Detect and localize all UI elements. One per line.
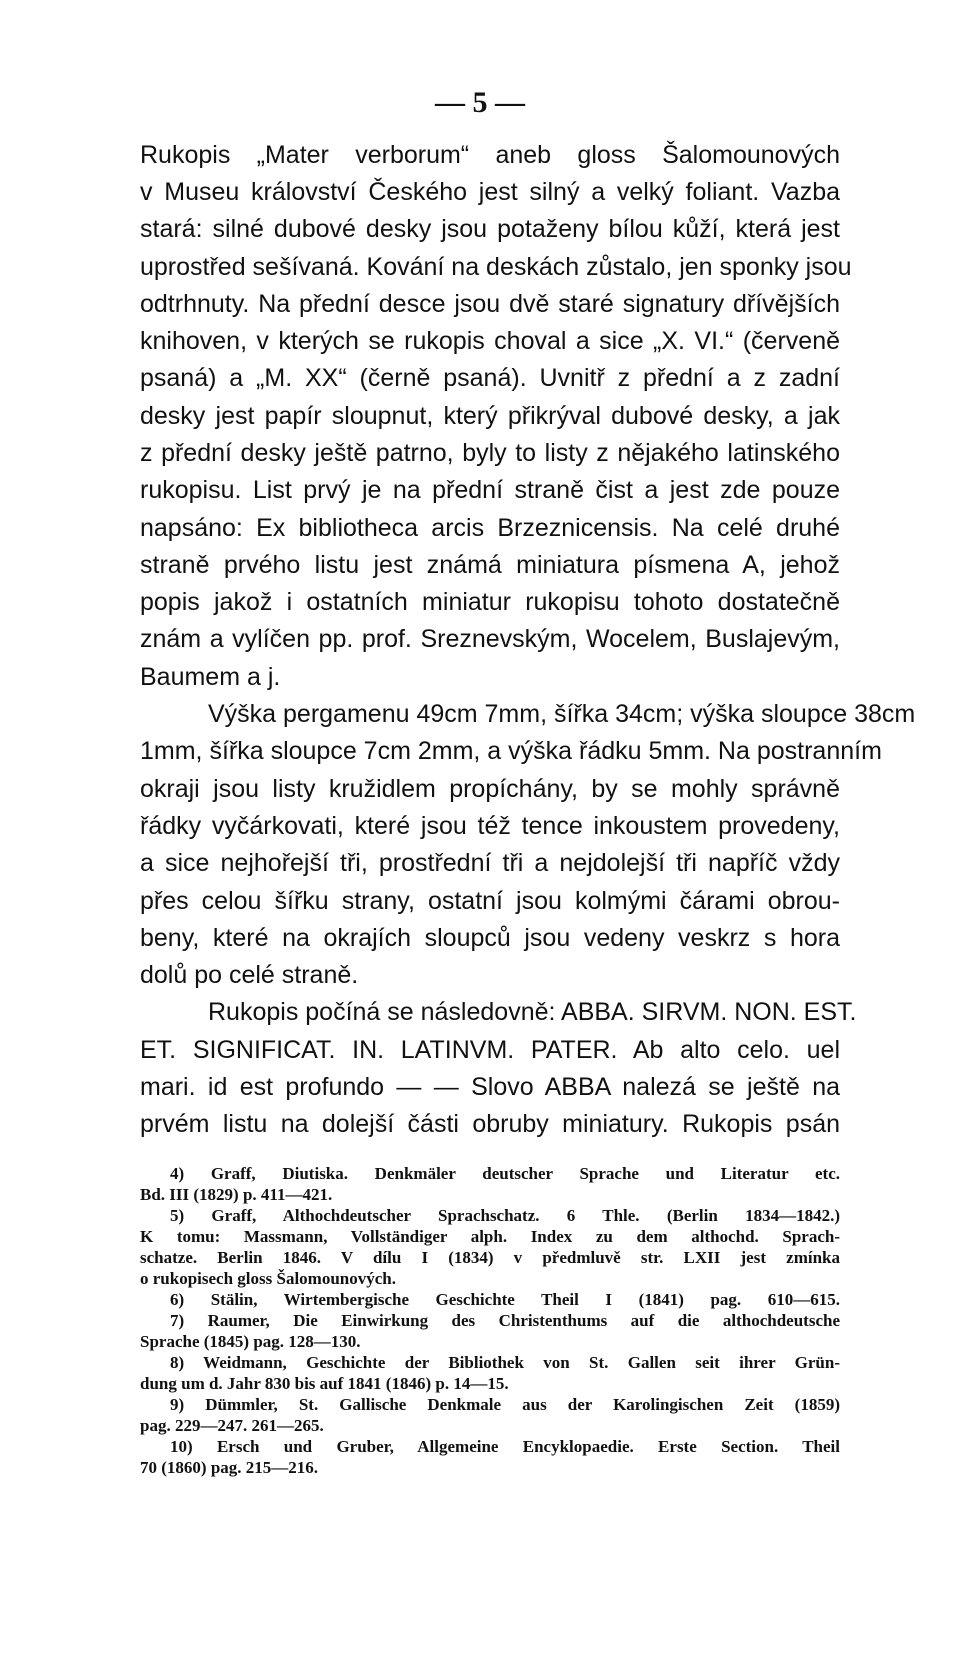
body-line: v Museu království Českého jest silný a velký foliant. Vazba <box>140 178 840 206</box>
footnote-line: 4) Graff, Diutiska. Denkmäler deutscher Sprache und Literatur etc. <box>170 1164 840 1183</box>
body-line: napsáno: Ex bibliotheca arcis Brzeznicensis. Na celé druhé <box>140 514 840 542</box>
footnote-line: 10) Ersch und Gruber, Allgemeine Encyklopaedie. Erste Section. Theil <box>170 1437 840 1456</box>
footnote-line: 5) Graff, Althochdeutscher Sprachschatz. 6 Thle. (Berlin 1834—1842.) <box>170 1206 840 1225</box>
body-line: z přední desky ještě patrno, byly to listy z nějakého latinského <box>140 439 840 467</box>
footnote-line: 8) Weidmann, Geschichte der Bibliothek von St. Gallen seit ihrer Grün- <box>170 1353 840 1372</box>
body-line: mari. id est profundo — — Slovo ABBA nalezá se ještě na <box>140 1073 840 1101</box>
body-line: odtrhnuty. Na přední desce jsou dvě staré signatury dřívějších <box>140 290 840 318</box>
footnote-line: pag. 229—247. 261—265. <box>140 1416 324 1435</box>
body-line: znám a vylíčen pp. prof. Sreznevským, Wocelem, Buslajevým, <box>140 625 840 653</box>
footnote-line: o rukopisech gloss Šalomounových. <box>140 1269 396 1288</box>
body-line: dolů po celé straně. <box>140 961 359 989</box>
footnote-line: Bd. III (1829) p. 411—421. <box>140 1185 333 1204</box>
footnote-line: 6) Stälin, Wirtembergische Geschichte Theil I (1841) pag. 610—615. <box>170 1290 840 1309</box>
body-line: ET. SIGNIFICAT. IN. LATINVM. PATER. Ab alto celo. uel <box>140 1036 840 1064</box>
body-line: knihoven, v kterých se rukopis choval a sice „X. VI.“ (červeně <box>140 327 840 355</box>
footnote-line: 7) Raumer, Die Einwirkung des Christenthums auf die althochdeutsche <box>170 1311 840 1330</box>
body-line: rukopisu. List prvý je na přední straně čist a jest zde pouze <box>140 476 840 504</box>
body-line: Rukopis počíná se následovně: ABBA. SIRVM. NON. EST. <box>208 998 857 1026</box>
body-line: okraji jsou listy kružidlem propíchány, by se mohly správně <box>140 775 840 803</box>
footnote-line: dung um d. Jahr 830 bis auf 1841 (1846) p. 14—15. <box>140 1374 509 1393</box>
body-line: Baumem a j. <box>140 663 281 691</box>
body-line: psaná) a „M. XX“ (černě psaná). Uvnitř z přední a z zadní <box>140 364 840 392</box>
body-line: Rukopis „Mater verborum“ aneb gloss Šalomounových <box>140 141 840 169</box>
body-line: straně prvého listu jest známá miniatura písmena A, jehož <box>140 551 840 579</box>
page-number: — 5 — <box>435 86 525 119</box>
body-line: uprostřed sešívaná. Kování na deskách zůstalo, jen sponky jsou <box>140 253 852 281</box>
body-line: Výška pergamenu 49cm 7mm, šířka 34cm; výška sloupce 38cm <box>208 700 916 728</box>
footnote-line: 9) Dümmler, St. Gallische Denkmale aus der Karolingischen Zeit (1859) <box>170 1395 840 1414</box>
footnote-line: Sprache (1845) pag. 128—130. <box>140 1332 361 1351</box>
footnote-line: schatze. Berlin 1846. V dílu I (1834) v předmluvě str. LXII jest zmínka <box>140 1248 840 1267</box>
body-line: stará: silné dubové desky jsou potaženy bílou kůží, která jest <box>140 215 840 243</box>
body-line: desky jest papír sloupnut, který přikrýval dubové desky, a jak <box>140 402 840 430</box>
body-line: a sice nejhořejší tři, prostřední tři a nejdolejší tři napříč vždy <box>140 849 840 877</box>
footnote-line: K tomu: Massmann, Vollständiger alph. Index zu dem althochd. Sprach- <box>140 1227 840 1246</box>
body-line: řádky vyčárkovati, které jsou též tence inkoustem provedeny, <box>140 812 840 840</box>
body-line: přes celou šířku strany, ostatní jsou kolmými čárami obrou- <box>140 887 840 915</box>
body-line: beny, které na okrajích sloupců jsou vedeny veskrz s hora <box>140 924 840 952</box>
body-line: 1mm, šířka sloupce 7cm 2mm, a výška řádku 5mm. Na postranním <box>140 737 882 765</box>
body-line: popis jakož i ostatních miniatur rukopisu tohoto dostatečně <box>140 588 840 616</box>
body-line: prvém listu na dolejší části obruby miniatury. Rukopis psán <box>140 1110 840 1138</box>
footnote-line: 70 (1860) pag. 215—216. <box>140 1458 319 1477</box>
